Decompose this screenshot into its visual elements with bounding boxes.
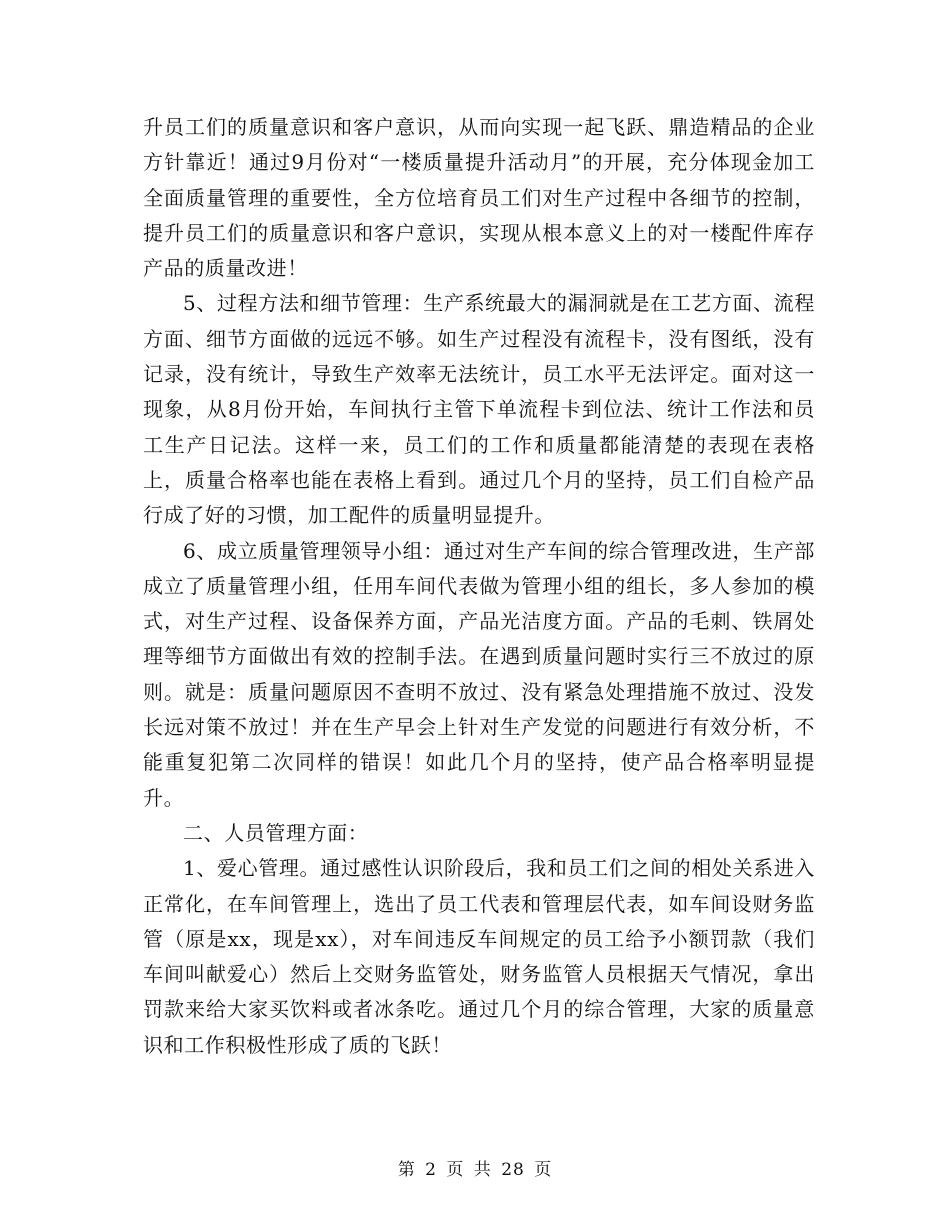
paragraph-continuation: 升员工们的质量意识和客户意识，从而向实现一起飞跃、鼎造精品的企业方针靠近！通过9月份对“一楼质量提升活动月”的开展，充分体现金加工全面质量管理的重要性，全方位培育员工们对生产过程中各细节的控制，提升员工们的质量意识和客户意识，实现从根本意义上的对一楼配件库存产品的质量改进！ bbox=[143, 115, 815, 281]
section-heading-personnel-management: 二、人员管理方面： bbox=[183, 820, 369, 845]
page-footer bbox=[0, 1155, 950, 1180]
paragraph-process-detail-management: 5、过程方法和细节管理：生产系统最大的漏洞就是在工艺方面、流程方面、细节方面做的远远不够。如生产过程没有流程卡，没有图纸，没有记录，没有统计，导致生产效率无法统计，员工水平无法评定。面对这一现象，从8月份开始，车间执行主管下单流程卡到位法、统计工作法和员工生产日记法。这样一来，员工们的工作和质量都能清楚的表现在表格上，质量合格率也能在表格上看到。通过几个月的坚持，员工们自检产品行成了好的习惯，加工配件的质量明显提升。 bbox=[143, 291, 815, 528]
paragraph-caring-management: 1、爱心管理。通过感性认识阶段后，我和员工们之间的相处关系进入正常化，在车间管理上，选出了员工代表和管理层代表，如车间设财务监管（原是xx，现是xx），对车间违反车间规定的员工给予小额罚款（我们车间叫献爱心）然后上交财务监管处，财务监管人员根据天气情况，拿出罚款来给大家买饮料或者冰条吃。通过几个月的综合管理，大家的质量意识和工作积极性形成了质的飞跃！ bbox=[143, 856, 815, 1057]
page-number-label: 第 2 页 共 28 页 bbox=[397, 1160, 553, 1180]
paragraph-quality-leadership-group: 6、成立质量管理领导小组：通过对生产车间的综合管理改进，生产部成立了质量管理小组，任用车间代表做为管理小组的组长，多人参加的模式，对生产过程、设备保养方面，产品光洁度方面。产品的毛刺、铁屑处理等细节方面做出有效的控制手法。在遇到质量问题时实行三不放过的原则。就是：质量问题原因不查明不放过、没有紧急处理措施不放过、没发长远对策不放过！并在生产早会上针对生产发觉的问题进行有效分析，不能重复犯第二次同样的错误！如此几个月的坚持，使产品合格率明显提升。 bbox=[143, 538, 815, 810]
document-body bbox=[143, 110, 815, 1063]
